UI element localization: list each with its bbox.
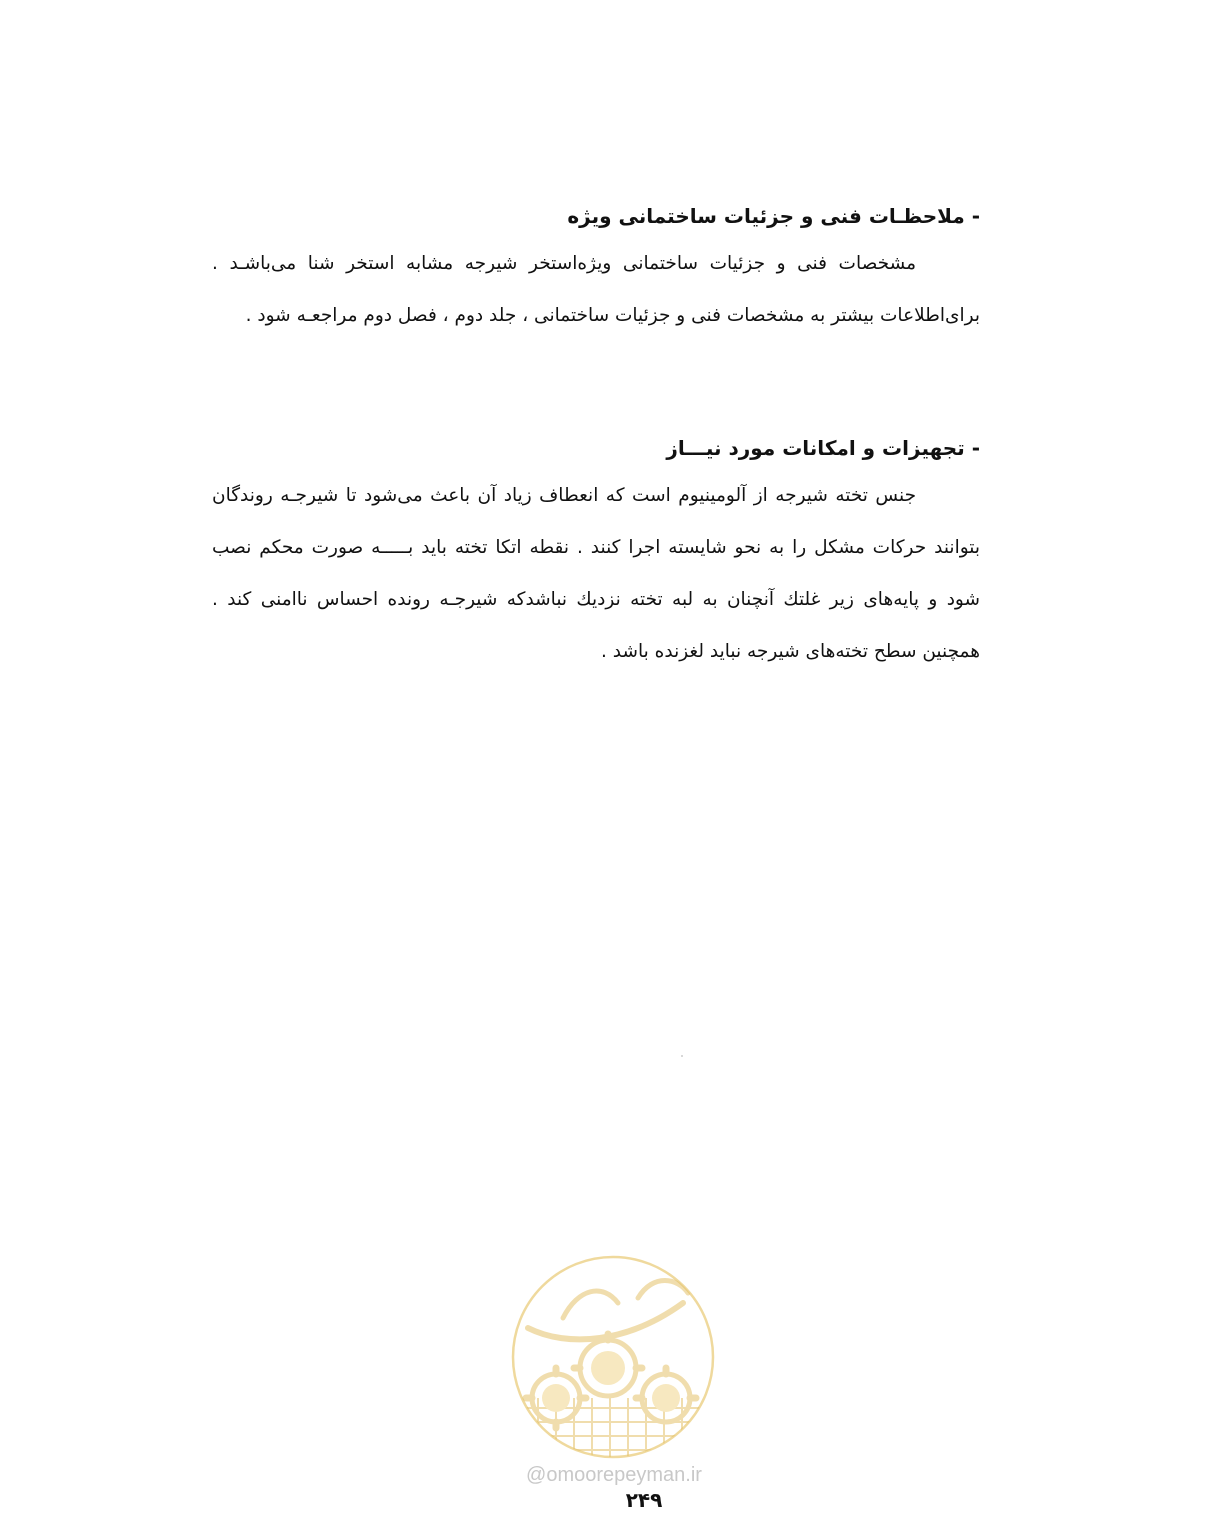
section-paragraph: جنس تخته شیرجه از آلومینیوم است که انعطاف زیاد آن باعث می‌شود تا شیرجـه روندگان بتوانند حرکات مشکل را به نحو شایسته اجرا کنند . نقطه اتکا تخته باید بـــــه صورت محکم نصب شود و پایه‌های زیر غلتك آنچنان به لبه تخته نزدیك نباشدکه شیرجـه رونده احساس ناامنی کند . همچنین سطح تخته‌های شیرجه نباید لغزنده باشد . — [212, 485, 980, 662]
section-heading: - ملاحظـات فنی و جزئیات ساختمانی ویژه — [567, 204, 980, 228]
watermark-seal-icon — [508, 1248, 718, 1466]
section-equipment — [212, 428, 980, 678]
page-number: ۲۴۹ — [625, 1488, 663, 1512]
section-technical-notes — [212, 196, 980, 342]
section-paragraph: مشخصات فنی و جزئیات ساختمانی ویژه‌استخر شیرجه مشابه استخر شنا می‌باشـد . برای‌اطلاعات بیشتر به مشخصات فنی و جزئیات ساختمانی ، جلد دوم ، فصل دوم مراجعـه شود . — [212, 253, 980, 326]
watermark-website: @omoorepeyman.ir — [526, 1464, 702, 1486]
section-heading: - تجهیزات و امکانات مورد نیـــاز — [666, 436, 980, 460]
scan-speck — [681, 1055, 683, 1057]
